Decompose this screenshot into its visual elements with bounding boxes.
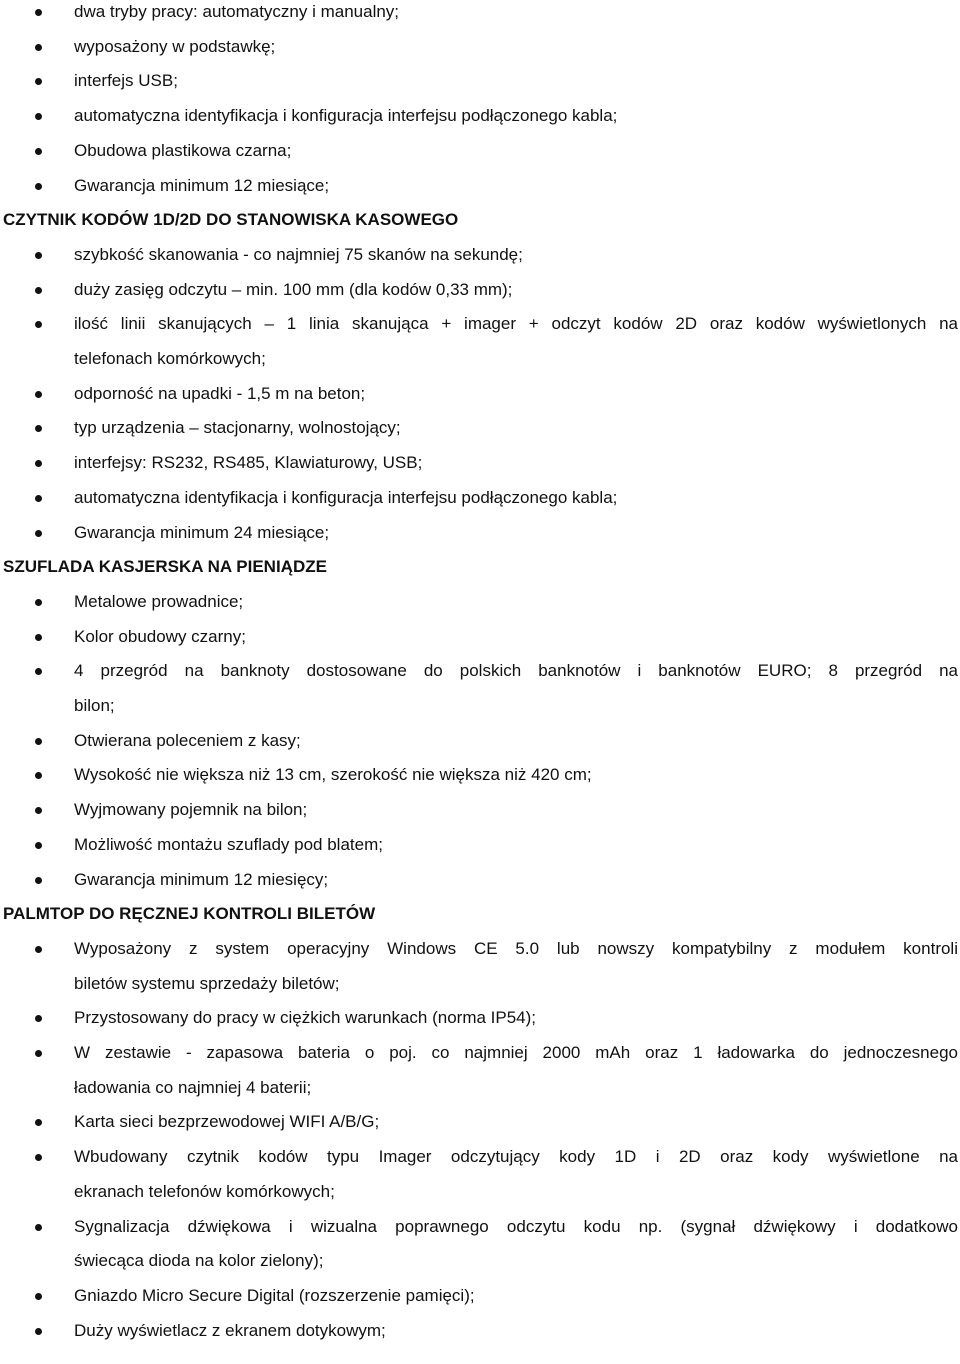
bullet-icon xyxy=(35,530,42,537)
list-item-text: Otwierana poleceniem z kasy; xyxy=(74,730,301,750)
list-item-text: ładowania co najmniej 4 baterii; xyxy=(74,1077,312,1097)
list-item-text: dwa tryby pracy: automatyczny i manualny; xyxy=(74,2,400,21)
bullet-icon xyxy=(35,807,42,814)
bullet-icon xyxy=(35,9,42,16)
bullet-icon xyxy=(35,1015,42,1022)
list-item-text: Gwarancja minimum 24 miesiące; xyxy=(74,522,330,542)
list-item-text: Karta sieci bezprzewodowej WIFI A/B/G; xyxy=(74,1112,380,1132)
bullet-icon xyxy=(35,1293,42,1300)
list-item-text: interfejsy: RS232, RS485, Klawiaturowy, USB; xyxy=(74,453,423,473)
bullet-icon xyxy=(35,425,42,432)
list-item-text: bilon; xyxy=(74,695,115,715)
bullet-icon xyxy=(35,599,42,606)
section-heading: PALMTOP DO RĘCZNEJ KONTROLI BILETÓW xyxy=(3,904,376,924)
bullet-icon xyxy=(35,252,42,259)
list-item-text: W zestawie - zapasowa bateria o poj. co najmniej 2000 mAh oraz 1 ładowarka do jednoczesnego xyxy=(74,1043,958,1062)
list-item-text: typ urządzenia – stacjonarny, wolnostojący; xyxy=(74,418,401,438)
list-item-text: odporność na upadki - 1,5 m na beton; xyxy=(74,383,366,403)
section-heading: SZUFLADA KASJERSKA NA PIENIĄDZE xyxy=(3,557,327,577)
list-item-text: 4 przegród na banknoty dostosowane do polskich banknotów i banknotów EURO; 8 przegród na xyxy=(74,661,958,681)
bullet-icon xyxy=(35,391,42,398)
list-item-text: ekranach telefonów komórkowych; xyxy=(74,1181,335,1201)
list-item-text: szybkość skanowania - co najmniej 75 skanów na sekundę; xyxy=(74,244,523,264)
list-item-text: Możliwość montażu szuflady pod blatem; xyxy=(74,834,383,854)
bullet-icon xyxy=(35,877,42,884)
bullet-icon xyxy=(35,772,42,779)
list-item-text: Przystosowany do pracy w ciężkich warunkach (norma IP54); xyxy=(74,1008,537,1028)
bullet-icon xyxy=(35,183,42,190)
bullet-icon xyxy=(35,148,42,155)
bullet-icon xyxy=(35,78,42,85)
bullet-icon xyxy=(35,44,42,51)
bullet-icon xyxy=(35,1224,42,1231)
list-item-text: ilość linii skanujących – 1 linia skanująca + imager + odczyt kodów 2D oraz kodów wyświetlonych na xyxy=(74,314,958,334)
list-item-text: Wyjmowany pojemnik na bilon; xyxy=(74,800,308,820)
list-item-text: Kolor obudowy czarny; xyxy=(74,626,246,646)
section-heading: CZYTNIK KODÓW 1D/2D DO STANOWISKA KASOWEGO xyxy=(3,210,459,230)
list-item-text: Metalowe prowadnice; xyxy=(74,591,244,611)
list-item-text: Sygnalizacja dźwiękowa i wizualna poprawnego odczytu kodu np. (sygnał dźwiękowy i dodatkowo xyxy=(74,1216,958,1236)
list-item-text: Wbudowany czytnik kodów typu Imager odczytujący kody 1D i 2D oraz kody wyświetlone na xyxy=(74,1147,958,1167)
bullet-icon xyxy=(35,1154,42,1161)
list-item-text: Wysokość nie większa niż 13 cm, szerokość nie większa niż 420 cm; xyxy=(74,765,592,785)
list-item-text: Gwarancja minimum 12 miesięcy; xyxy=(74,869,329,889)
bullet-icon xyxy=(35,842,42,849)
bullet-icon xyxy=(35,495,42,502)
list-item-text: Gwarancja minimum 12 miesiące; xyxy=(74,175,330,195)
list-item-text: telefonach komórkowych; xyxy=(74,348,266,368)
list-item-text: automatyczna identyfikacja i konfiguracja interfejsu podłączonego kabla; xyxy=(74,106,618,126)
bullet-icon xyxy=(35,287,42,294)
list-item-text: Duży wyświetlacz z ekranem dotykowym; xyxy=(74,1320,386,1340)
bullet-icon xyxy=(35,634,42,641)
list-item-text: świecąca dioda na kolor zielony); xyxy=(74,1251,324,1271)
bullet-icon xyxy=(35,460,42,467)
list-item-text: automatyczna identyfikacja i konfiguracja interfejsu podłączonego kabla; xyxy=(74,487,618,507)
bullet-icon xyxy=(35,113,42,120)
list-item-text: duży zasięg odczytu – min. 100 mm (dla kodów 0,33 mm); xyxy=(74,279,513,299)
list-item-text: Wyposażony z system operacyjny Windows CE 5.0 lub nowszy kompatybilny z modułem kontroli xyxy=(74,938,958,958)
list-item-text: wyposażony w podstawkę; xyxy=(74,36,276,56)
bullet-icon xyxy=(35,1119,42,1126)
list-item-text: Obudowa plastikowa czarna; xyxy=(74,140,292,160)
list-item-text: biletów systemu sprzedaży biletów; xyxy=(74,973,340,993)
bullet-icon xyxy=(35,1328,42,1335)
list-item-text: Gniazdo Micro Secure Digital (rozszerzenie pamięci); xyxy=(74,1285,475,1305)
bullet-icon xyxy=(35,1050,42,1057)
bullet-icon xyxy=(35,321,42,328)
list-item-text: interfejs USB; xyxy=(74,71,178,91)
bullet-icon xyxy=(35,946,42,953)
bullet-icon xyxy=(35,668,42,675)
bullet-icon xyxy=(35,738,42,745)
